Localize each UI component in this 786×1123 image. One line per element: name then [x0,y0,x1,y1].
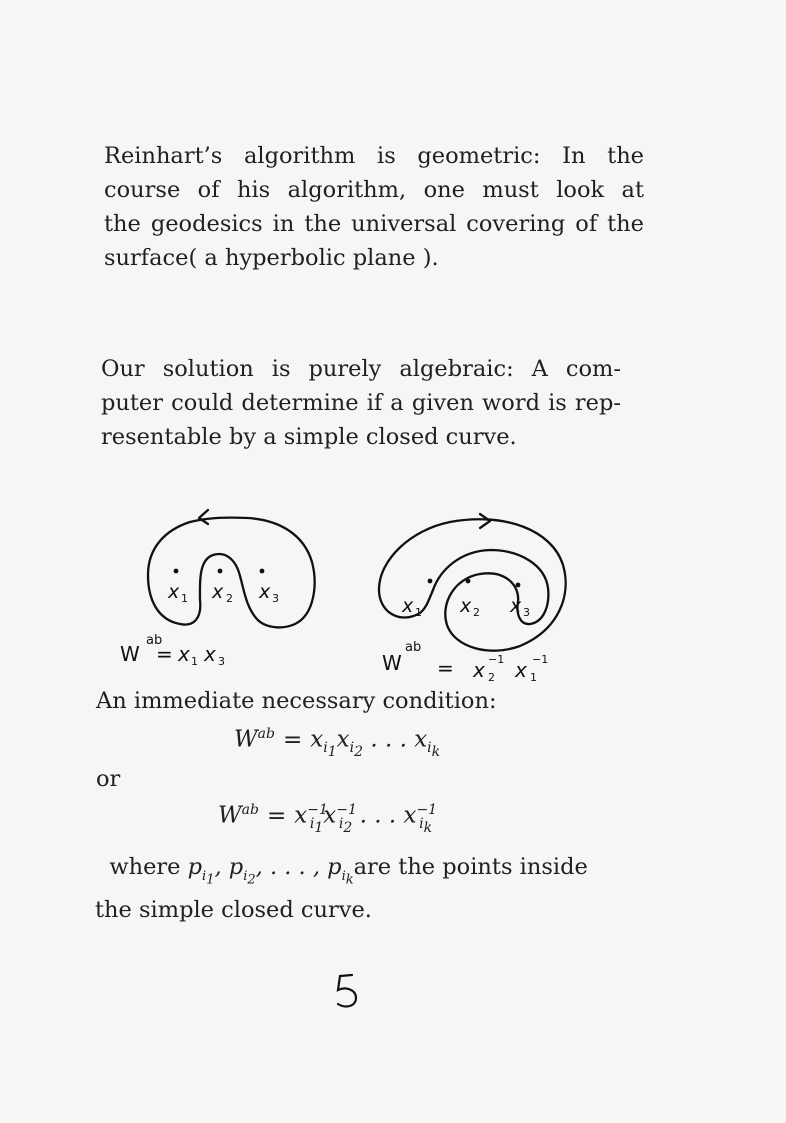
svg-text:1: 1 [191,655,198,668]
text-line: course of his algorithm, one must look at [104,177,644,203]
svg-text:=: = [437,656,454,680]
svg-text:1: 1 [181,592,188,605]
label-x2: x [212,581,224,603]
text-line: Reinhart’s algorithm is geometric: In the [104,143,644,169]
svg-text:−1: −1 [488,653,505,666]
label-x3: x [510,595,522,617]
svg-text:x: x [178,642,190,666]
svg-text:x: x [515,658,527,682]
svg-text:W: W [120,642,140,666]
svg-text:−1: −1 [532,653,549,666]
eq-lhs-sup: ab [257,726,275,742]
eq-lhs: W [234,726,258,753]
where-text: where $p_{i_1}$, $p_{i_2}$, . . . , $p_{i_k}are$ the points inside the simple closed curve. [95,854,588,924]
svg-text:ab: ab [405,640,422,655]
label-x1: x [168,581,180,603]
text-line: the geodesics in the universal covering of the [104,211,644,237]
svg-text:1: 1 [530,671,537,684]
svg-text:x: x [204,642,216,666]
svg-text:2: 2 [226,592,233,605]
svg-text:2: 2 [488,671,495,684]
equation-product: $W^{ab} = x_{i_1}x_{i_2}$ . . . $x_{i_k}$ [234,726,441,761]
svg-text:3: 3 [523,606,530,619]
eq-lhs-sup: ab [241,802,259,818]
where-trail: are the points inside [353,854,588,880]
where-lead: where [109,854,181,880]
svg-text:3: 3 [218,655,225,668]
label-x3: x [259,581,271,603]
text-line: surface( a hyperbolic plane ). [104,245,439,271]
label-x1: x [402,595,414,617]
condition-text: An immediate necessary condition: [96,688,497,714]
svg-text:W: W [382,651,402,675]
label-x2: x [460,595,472,617]
text-line: puter could determine if a given word is rep- [101,390,621,416]
eq-lhs: W [218,802,242,829]
svg-text:3: 3 [272,592,279,605]
svg-text:2: 2 [473,606,480,619]
svg-text:=: = [156,642,173,666]
or-text: or [96,766,121,792]
svg-text:ab: ab [146,633,163,648]
text-line: resentable by a simple closed curve. [101,424,517,450]
text-line: Our solution is purely algebraic: A com- [101,356,621,382]
where-line2: the simple closed curve. [95,897,372,924]
svg-text:x: x [473,658,485,682]
equation-inverse-product: $W^{ab} = x^{-1}_{i_1}x^{-1}_{i_2}$ . . . $x^{-1}_{i_k}$ [218,802,438,837]
svg-text:1: 1 [415,606,422,619]
